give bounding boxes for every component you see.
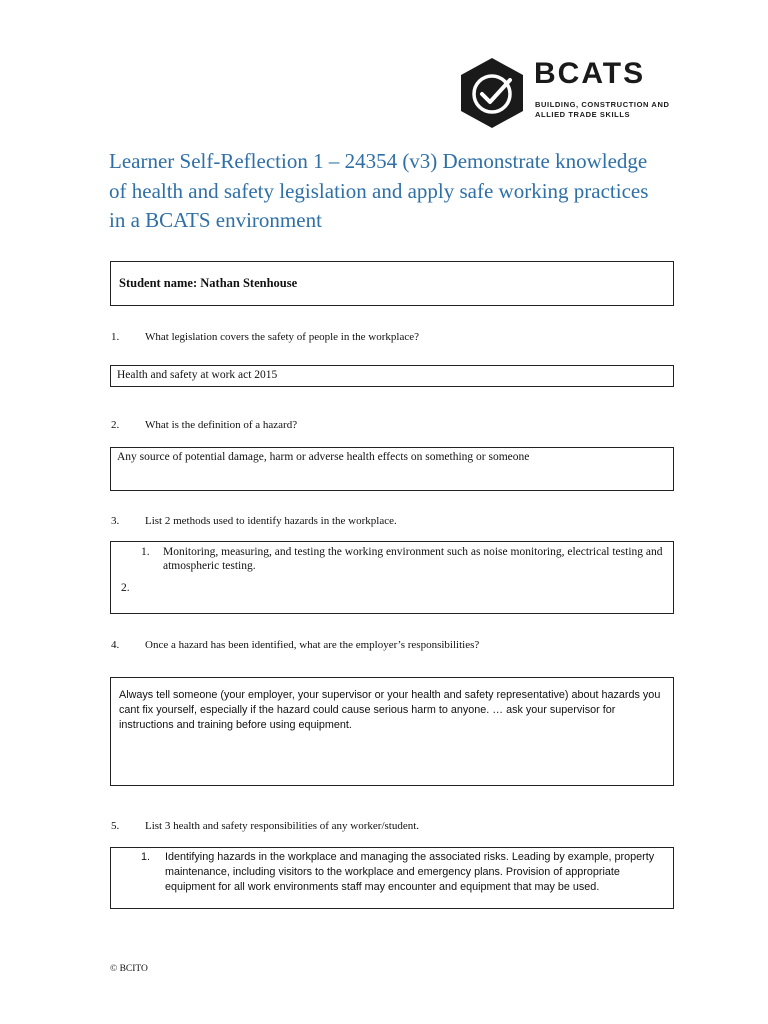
answer-box-5[interactable] — [110, 847, 674, 909]
question-text: What is the definition of a hazard? — [145, 419, 298, 431]
logo-tagline: BUILDING, CONSTRUCTION AND ALLIED TRADE SKILLS — [535, 100, 670, 119]
question-text: What legislation covers the safety of people in the workplace? — [145, 331, 419, 343]
list-item — [121, 545, 665, 573]
footer-copyright: © BCITO — [110, 964, 148, 974]
question-2 — [111, 418, 297, 432]
list-item — [121, 850, 665, 895]
question-text: List 2 methods used to identify hazards in the workplace. — [145, 515, 397, 527]
question-4 — [111, 638, 479, 652]
bcats-hexagon-check-icon — [458, 56, 526, 130]
page-title: Learner Self-Reflection 1 – 24354 (v3) Demonstrate knowledge of health and safety legislation and apply safe working practices in a BCATS environment — [109, 149, 649, 232]
question-number: 5. — [111, 820, 120, 832]
answer-box-4[interactable]: Always tell someone (your employer, your supervisor or your health and safety representative) about hazards you cant fix yourself, especially if the hazard could cause serious harm to anyone. … ask your supervisor for instructions and training before using equipment. — [110, 677, 674, 786]
list-item-number: 1. — [141, 851, 151, 863]
student-name-box: Student name: Nathan Stenhouse — [110, 261, 674, 306]
list-item-text: Identifying hazards in the workplace and managing the associated risks. Leading by example, property maintenance, including visitors to the workplace and emergency plans. Provision of appropriate equipment for all work environments staff may encounter and equipment that may be used. — [165, 851, 655, 893]
list-item-text: Monitoring, measuring, and testing the working environment such as noise monitoring, electrical testing and atmospheric testing. — [163, 546, 663, 572]
answer-box-3[interactable] — [110, 541, 674, 614]
question-5 — [111, 819, 419, 833]
question-number: 4. — [111, 639, 120, 651]
question-number: 1. — [111, 331, 120, 343]
question-3 — [111, 514, 397, 528]
answer-box-2[interactable]: Any source of potential damage, harm or adverse health effects on something or someone — [110, 447, 674, 491]
logo-brand: BCATS — [534, 57, 646, 90]
question-number: 2. — [111, 419, 120, 431]
question-text: Once a hazard has been identified, what are the employer’s responsibilities? — [145, 639, 480, 651]
question-text: List 3 health and safety responsibilities of any worker/student. — [145, 820, 420, 832]
list-item — [121, 581, 665, 595]
bcats-logo — [436, 42, 676, 142]
question-1 — [111, 330, 419, 344]
question-number: 3. — [111, 515, 120, 527]
answer-box-1[interactable]: Health and safety at work act 2015 — [110, 365, 674, 387]
list-item-number: 2. — [121, 582, 130, 594]
list-item-number: 1. — [141, 546, 150, 558]
